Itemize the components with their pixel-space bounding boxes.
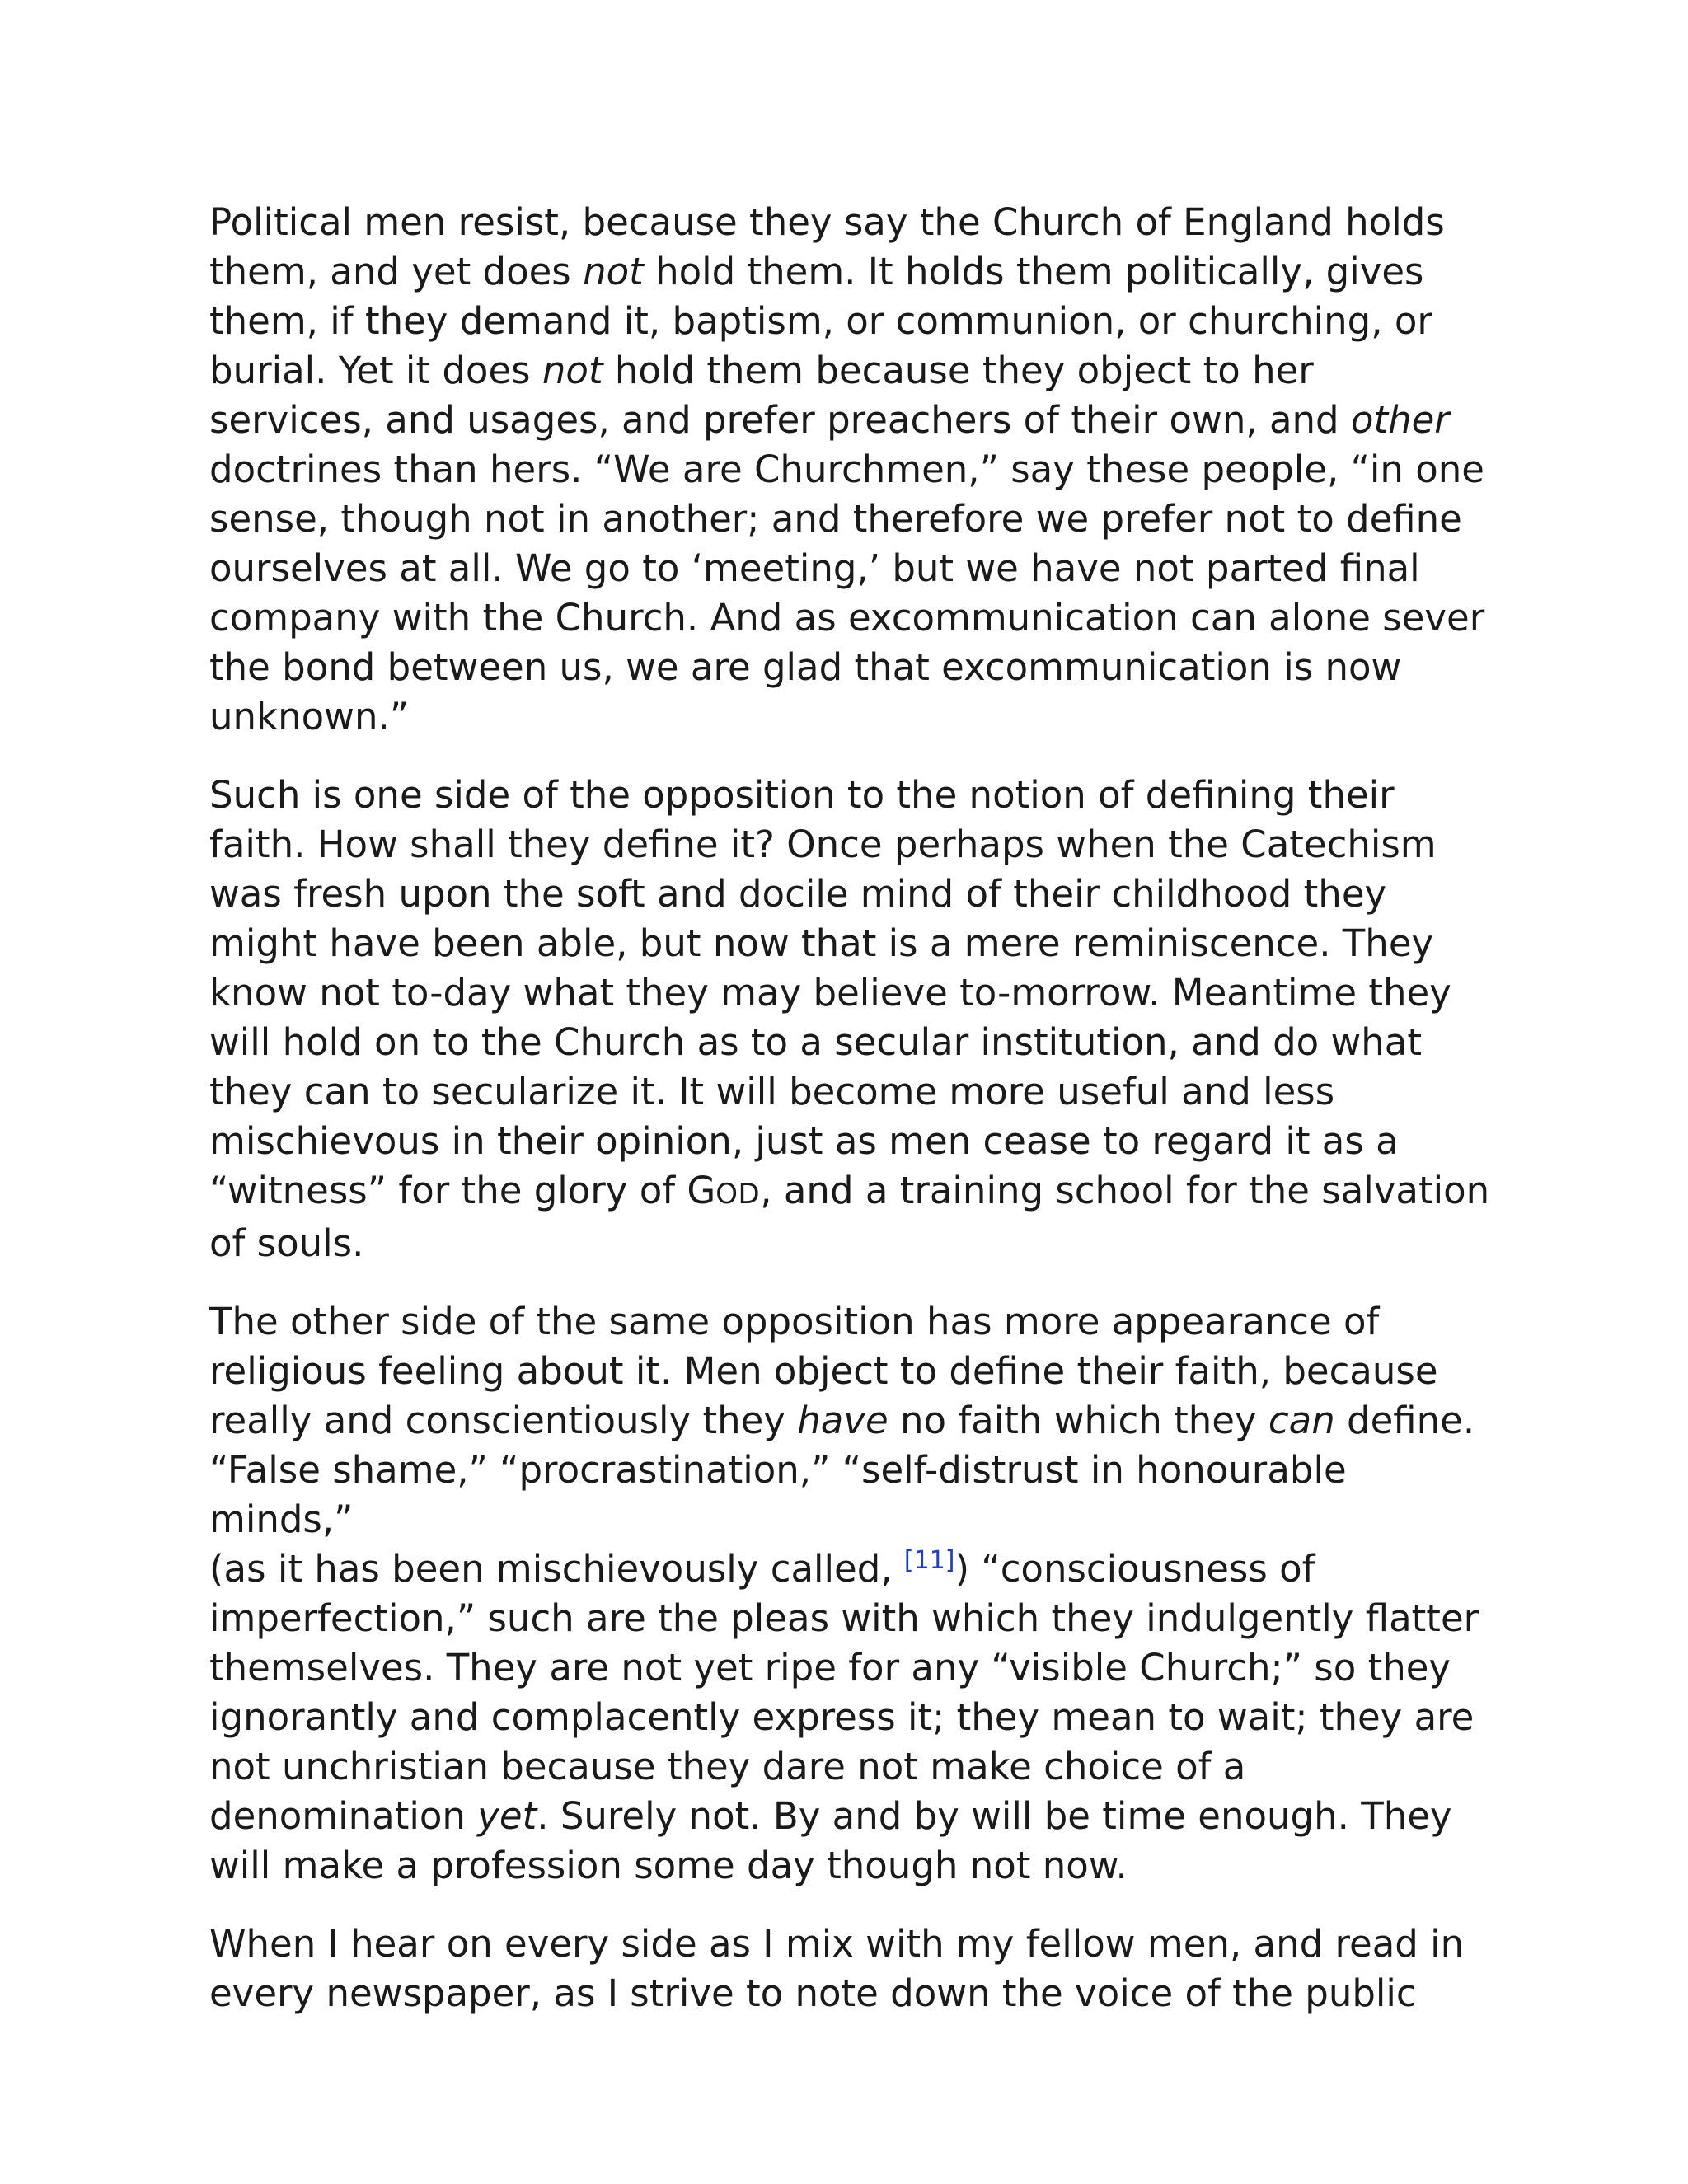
- text-run: Political men resist, because they say the Church of England holds them, and yet does: [209, 200, 1445, 293]
- paragraph: [209, 1919, 1495, 2018]
- text-run: ) “consciousness of imperfection,” such are the pleas with which they indulgently flatter themselves. They are not yet ripe for any “visible Church;” so they ignorantly and complacently express it; they mean to wait; they are not unchristian because they dare not make choice of a denomination: [209, 1547, 1479, 1838]
- paragraph: [209, 1297, 1495, 1891]
- text-run: define. “False shame,” “procrastination,” “self-distrust in honourable minds,” (as it has been mischievously called,: [209, 1399, 1475, 1591]
- text-run: When I hear on every side as I mix with my fellow men, and read in every newspaper, as I strive to note down the voice of the public: [209, 1922, 1465, 2015]
- text-run: The other side of the same opposition has more appearance of religious feeling about it. Men object to define their faith, because really and conscientiously they: [209, 1300, 1438, 1442]
- emphasized-text: not: [542, 349, 603, 392]
- text-run: doctrines than hers. “We are Churchmen,” say these people, “in one sense, though not in another; and therefore we prefer not to define ourselves at all. We go to ‘meeting,’ but we have not parted final company with the Church. And as excommunication can alone sever the bond between us, we are glad that excommunication is now unknown.”: [209, 448, 1485, 738]
- paragraph: [209, 198, 1495, 742]
- text-run: , and a training school for the salvation of souls.: [209, 1169, 1490, 1265]
- emphasized-text: can: [1268, 1399, 1335, 1442]
- text-run: hold them. It holds them politically, gives them, if they demand it, baptism, or communion, or churching, or burial. Yet it does: [209, 250, 1432, 392]
- document-page: [209, 198, 1495, 2018]
- emphasized-text: not: [583, 250, 644, 293]
- emphasized-text: yet: [477, 1794, 537, 1838]
- paragraph: [209, 771, 1495, 1268]
- emphasized-text: other: [1350, 398, 1450, 442]
- text-run: . Surely not. By and by will be time enough. They will make a profession some day though not now.: [209, 1794, 1452, 1887]
- text-run: G: [687, 1169, 716, 1212]
- footnote-link[interactable]: [11]: [903, 1546, 955, 1575]
- text-run: no faith which they: [888, 1399, 1268, 1442]
- text-run: hold them because they object to her services, and usages, and prefer preachers of their own, and: [209, 349, 1339, 442]
- text-run: Such is one side of the opposition to the notion of defining their faith. How shall they define it? Once perhaps when the Catechism was fresh upon the soft and docile mind of their childhood they might have been able, but now that is a mere reminiscence. They know not to-day what they may believe to-morrow. Meantime they will hold on to the Church as to a secular institution, and do what they can to secularize it. It will become more useful and less mischievous in their opinion, just as men cease to regard it as a “witness” for the glory of: [209, 773, 1451, 1212]
- small-caps-text: OD: [715, 1178, 761, 1211]
- emphasized-text: have: [797, 1399, 889, 1442]
